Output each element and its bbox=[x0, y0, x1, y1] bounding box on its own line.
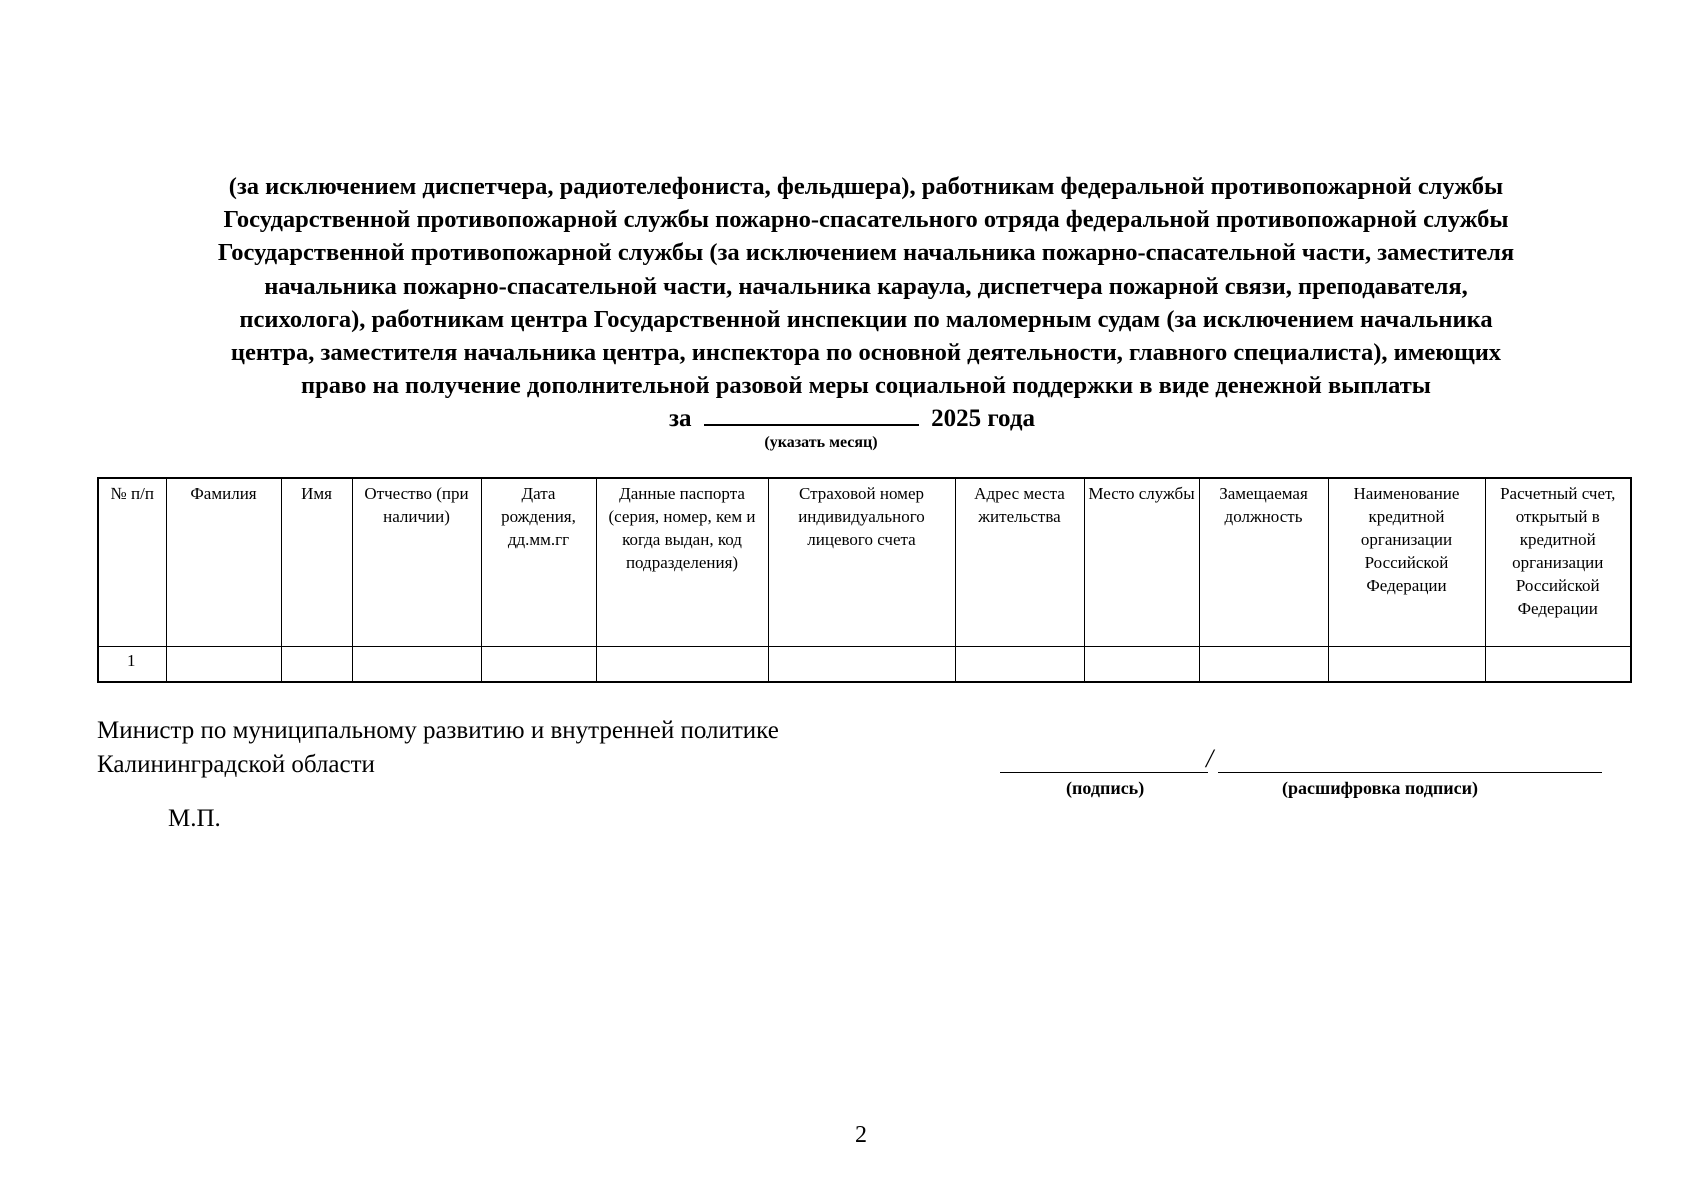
col-header-passport: Данные паспорта (серия, номер, кем и когда выдан, код подразделения) bbox=[596, 478, 768, 647]
table-row bbox=[98, 647, 1631, 683]
cell-passport[interactable] bbox=[596, 647, 768, 683]
col-header-workplace: Место службы bbox=[1084, 478, 1199, 647]
col-header-bank: Наименование кредитной организации Российской Федерации bbox=[1328, 478, 1485, 647]
col-header-surname: Фамилия bbox=[166, 478, 281, 647]
header-line-4: начальника пожарно-спасательной части, начальника караула, диспетчера пожарной связи, преподавателя, bbox=[264, 272, 1468, 300]
header-line-1: (за исключением диспетчера, радиотелефониста, фельдшера), работникам федеральной противопожарной службы bbox=[228, 173, 1504, 200]
minister-title bbox=[97, 714, 779, 782]
minister-line-1: Министр по муниципальному развитию и внутренней политике bbox=[97, 717, 779, 744]
month-blank-field[interactable] bbox=[704, 400, 919, 426]
cell-position[interactable] bbox=[1199, 647, 1328, 683]
header-line-7: право на получение дополнительной разовой меры социальной поддержки в виде денежной выплаты bbox=[301, 372, 1431, 400]
header-line-5: психолога), работникам центра Государственной инспекции по маломерным судам (за исключением начальника bbox=[239, 305, 1493, 333]
cell-workplace[interactable] bbox=[1084, 647, 1199, 683]
cell-surname[interactable] bbox=[166, 647, 281, 683]
signature-decoding-line[interactable] bbox=[1218, 772, 1602, 773]
table-header-row bbox=[98, 478, 1631, 647]
period-line bbox=[0, 400, 1704, 434]
signature-hint: (подпись) bbox=[1066, 778, 1145, 798]
col-header-number: № п/п bbox=[98, 478, 166, 647]
signature-line[interactable] bbox=[1000, 772, 1208, 773]
cell-address[interactable] bbox=[955, 647, 1084, 683]
cell-bank[interactable] bbox=[1328, 647, 1485, 683]
col-header-birthdate: Дата рождения, дд.мм.гг bbox=[481, 478, 596, 647]
period-prefix: за bbox=[669, 405, 692, 432]
signature-slash: / bbox=[1206, 744, 1214, 773]
cell-name[interactable] bbox=[281, 647, 352, 683]
document-header bbox=[90, 170, 1642, 402]
col-header-account: Расчетный счет, открытый в кредитной организации Российской Федерации bbox=[1485, 478, 1631, 647]
month-hint: (указать месяц) bbox=[764, 434, 878, 451]
cell-snils[interactable] bbox=[768, 647, 955, 683]
col-header-name: Имя bbox=[281, 478, 352, 647]
cell-account[interactable] bbox=[1485, 647, 1631, 683]
signature-decoding-hint: (расшифровка подписи) bbox=[1282, 778, 1478, 798]
period-year: 2025 года bbox=[931, 405, 1035, 432]
header-line-6: центра, заместителя начальника центра, инспектора по основной деятельности, главного специалиста), имеющих bbox=[230, 339, 1502, 367]
cell-number: 1 bbox=[98, 647, 166, 683]
col-header-address: Адрес места жительства bbox=[955, 478, 1084, 647]
header-line-2: Государственной противопожарной службы пожарно-спасательного отряда федеральной противопожарной службы bbox=[223, 206, 1509, 234]
minister-line-2: Калининградской области bbox=[97, 751, 375, 778]
col-header-position: Замещаемая должность bbox=[1199, 478, 1328, 647]
stamp-place: М.П. bbox=[168, 805, 221, 832]
page-number: 2 bbox=[855, 1122, 867, 1148]
cell-patronymic[interactable] bbox=[352, 647, 481, 683]
cell-birthdate[interactable] bbox=[481, 647, 596, 683]
col-header-snils: Страховой номер индивидуального лицевого счета bbox=[768, 478, 955, 647]
recipients-table bbox=[97, 477, 1632, 683]
header-line-3: Государственной противопожарной службы (за исключением начальника пожарно-спасательной части, заместителя bbox=[217, 239, 1515, 267]
col-header-patronymic: Отчество (при наличии) bbox=[352, 478, 481, 647]
